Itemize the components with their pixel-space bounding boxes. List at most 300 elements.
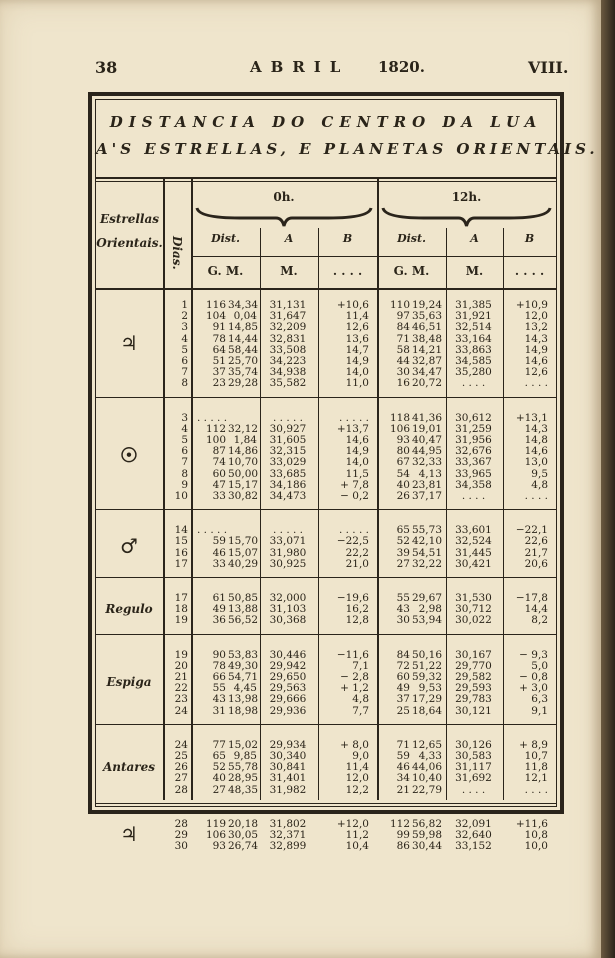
cell: 19,01: [411, 422, 442, 435]
header-b-0h: B: [342, 232, 353, 245]
cell: +10,6: [336, 299, 369, 311]
brace-0h: [195, 206, 373, 228]
group-2-col-3: [262, 525, 314, 570]
group-0-col-2: [228, 300, 257, 390]
group-2-col-7: [448, 525, 499, 570]
cell: 14,6: [524, 445, 548, 458]
cell: 11,5: [345, 467, 369, 480]
group-0-col-7: [448, 300, 499, 390]
cell: 31,385: [455, 299, 492, 311]
cell: 12,8: [345, 614, 369, 627]
cell: 32,12: [228, 422, 259, 435]
cell: 71: [396, 332, 410, 345]
cell: 21,0: [345, 557, 369, 570]
cell: 9,5: [531, 467, 548, 480]
group-label-3: Regulo: [105, 601, 153, 616]
cell: 19,24: [411, 299, 442, 311]
cell: 61: [212, 592, 226, 604]
cell: 30,05: [228, 828, 259, 841]
cell: 21: [396, 783, 410, 796]
cell: 11,0: [345, 377, 369, 390]
cell: 32,676: [455, 445, 492, 458]
cell: . . . .: [524, 489, 548, 502]
cell: 14,6: [524, 354, 548, 367]
header-gm-12h: G. M.: [393, 264, 430, 278]
cell: 106: [389, 422, 410, 435]
cell: 49,30: [228, 659, 259, 672]
cell: − 2,8: [340, 670, 369, 683]
rule-col-a0: [260, 228, 261, 800]
cell: 4: [181, 422, 188, 435]
cell: 44,06: [411, 761, 442, 774]
cell: 24: [174, 704, 188, 717]
cell: 46,51: [411, 321, 442, 334]
cell: + 8,0: [340, 738, 369, 751]
cell: 25,70: [228, 354, 259, 367]
cell: + 3,0: [519, 682, 548, 695]
cell: + 8,9: [519, 738, 548, 751]
cell: 9,85: [233, 749, 257, 762]
cell: 7: [181, 366, 188, 379]
cell: 23,81: [411, 478, 442, 491]
cell: 34,47: [411, 366, 442, 379]
group-symbol-0: ♃: [120, 330, 138, 355]
cell: 54,71: [228, 670, 259, 683]
group-6-col-7: [448, 819, 499, 853]
cell: 54: [396, 467, 410, 480]
cell: 31,103: [269, 603, 307, 616]
group-1-col-1: [197, 413, 226, 503]
cell: 37,17: [411, 489, 442, 502]
cell: 18,98: [228, 704, 259, 717]
cell: 30: [174, 840, 188, 853]
cell: 29,67: [411, 592, 442, 604]
cell: 93: [212, 840, 226, 853]
cell: 31,530: [455, 592, 492, 604]
cell: 21: [174, 670, 188, 683]
cell: 14,4: [524, 603, 548, 616]
cell: 14,8: [524, 433, 548, 446]
group-separator-4: [96, 724, 556, 725]
group-3-col-1: [197, 593, 226, 627]
cell: 21,7: [524, 546, 548, 559]
group-symbol-2: ♂: [120, 533, 138, 558]
cell: . . . . .: [197, 411, 228, 424]
cell: 40: [396, 478, 410, 491]
group-1-col-7: [448, 413, 499, 503]
cell: 55: [212, 682, 226, 695]
cell: 27: [174, 772, 188, 785]
cell: 30: [396, 366, 410, 379]
cell: 36: [212, 614, 226, 627]
group-4-col-5: [383, 650, 410, 717]
cell: 31,956: [455, 433, 492, 446]
rule-header-top-thin: [96, 181, 556, 182]
cell: 40,29: [228, 557, 259, 570]
group-label-4: Espiga: [106, 675, 152, 690]
cell: 32,524: [455, 535, 492, 548]
group-3-col-7: [448, 593, 499, 627]
cell: 1: [181, 299, 188, 311]
header-dots-0h: . . . .: [332, 264, 363, 278]
rule-subheader: [191, 256, 556, 257]
cell: 13,2: [524, 321, 548, 334]
cell: 17,29: [411, 693, 442, 706]
cell: 31,692: [455, 772, 492, 785]
cell: 31,131: [269, 299, 307, 311]
cell: 6: [181, 445, 188, 458]
cell: − 0,2: [340, 489, 369, 502]
cell: 13,98: [228, 693, 259, 706]
cell: 18: [174, 603, 188, 616]
cell: 97: [396, 310, 410, 323]
cell: 26: [396, 489, 410, 502]
cell: 7: [181, 456, 188, 469]
cell: 40: [212, 772, 226, 785]
cell: 27: [212, 783, 226, 796]
cell: 12,6: [524, 366, 548, 379]
cell: 34,358: [455, 478, 492, 491]
cell: 84: [396, 321, 410, 334]
cell: 11,4: [345, 761, 369, 774]
cell: 12,0: [524, 310, 548, 323]
group-4-col-6: [411, 650, 442, 717]
cell: 4,13: [418, 467, 442, 480]
cell: 30,612: [455, 411, 492, 424]
cell: 29,582: [455, 670, 492, 683]
group-separator-1: [96, 509, 556, 510]
cell: 112: [389, 817, 410, 830]
cell: 11,4: [345, 310, 369, 323]
cell: 38,48: [411, 332, 442, 345]
cell: 65: [212, 749, 226, 762]
group-symbol-1: ☉: [120, 443, 138, 468]
header-dots-12h: . . . .: [514, 264, 545, 278]
group-6-col-4: [321, 819, 369, 853]
cell: 33,685: [269, 467, 307, 480]
cell: 30,44: [411, 840, 442, 853]
cell: 112: [205, 422, 226, 435]
group-6-col-1: [197, 819, 226, 853]
cell: 19: [174, 614, 188, 627]
cell: 12,6: [345, 321, 369, 334]
cell: 11,8: [524, 761, 548, 774]
cell: 11,2: [345, 828, 369, 841]
cell: 6: [181, 354, 188, 367]
cell: 47: [212, 478, 226, 491]
cell: 15,07: [228, 546, 259, 559]
cell: 30,446: [269, 648, 307, 661]
rule-col-a12: [446, 228, 447, 800]
cell: 5: [181, 433, 188, 446]
cell: 77: [212, 738, 226, 751]
cell: 106: [205, 828, 226, 841]
cell: 29: [174, 828, 188, 841]
cell: 18,64: [411, 704, 442, 717]
cell: 14,6: [345, 433, 369, 446]
cell: . . . .: [461, 377, 486, 390]
cell: 26,74: [228, 840, 259, 853]
group-2-col-1: [197, 525, 226, 570]
cell: 5,0: [531, 659, 548, 672]
cell: 22,2: [345, 546, 369, 559]
cell: 37: [396, 693, 410, 706]
header-m-0h: M.: [280, 264, 298, 278]
cell: 29,28: [228, 377, 259, 390]
group-2-col-5: [383, 525, 410, 570]
cell: 32,33: [411, 456, 442, 469]
cell: 34,34: [228, 299, 259, 311]
cell: 20: [174, 659, 188, 672]
group-2-col-6: [411, 525, 442, 570]
cell: 6,3: [531, 693, 548, 706]
group-5-col-6: [411, 740, 442, 796]
group-0-col-0: [165, 300, 188, 390]
header-estrellas: Estrellas: [99, 212, 160, 226]
cell: 14,3: [524, 422, 548, 435]
cell: 14: [174, 524, 188, 537]
group-3-col-4: [321, 593, 369, 627]
cell: . . . . .: [338, 524, 369, 537]
table-title-line2: A'S ESTRELLAS, E PLANETAS ORIENTAIS.: [96, 140, 599, 158]
group-0-col-1: [197, 300, 226, 390]
group-5-col-4: [321, 740, 369, 796]
header-m-12h: M.: [465, 264, 484, 278]
cell: 31,605: [269, 433, 307, 446]
cell: 16,2: [345, 603, 369, 616]
cell: 30,121: [455, 704, 492, 717]
cell: 44: [396, 354, 410, 367]
cell: 71: [396, 738, 410, 751]
cell: 59,32: [411, 670, 442, 683]
cell: 12,1: [524, 772, 548, 785]
cell: 28: [174, 783, 188, 796]
cell: 86: [396, 840, 410, 853]
cell: 33,164: [455, 332, 492, 345]
group-1-col-2: [228, 413, 257, 503]
group-3-col-3: [262, 593, 314, 627]
cell: 13,6: [345, 332, 369, 345]
cell: 4,8: [352, 693, 369, 706]
cell: 20,18: [228, 817, 259, 830]
cell: 43: [212, 693, 226, 706]
group-3-col-5: [383, 593, 410, 627]
header-gm-0h: G. M.: [207, 264, 244, 278]
group-2-col-8: [506, 525, 548, 570]
cell: 4,45: [233, 682, 257, 695]
cell: 35,74: [228, 366, 259, 379]
cell: 10,40: [411, 772, 442, 785]
cell: 8: [181, 377, 188, 390]
cell: . . . .: [524, 783, 548, 796]
cell: 32,209: [269, 321, 307, 334]
cell: 14,9: [524, 343, 548, 356]
cell: 31,647: [269, 310, 307, 323]
cell: 32,000: [269, 592, 307, 604]
group-label-5: Antares: [102, 759, 156, 774]
cell: 90: [212, 648, 226, 661]
cell: 30,927: [269, 422, 307, 435]
group-1-col-4: [321, 413, 369, 503]
cell: − 9,3: [519, 648, 548, 661]
cell: . . . . .: [272, 524, 304, 537]
group-5-col-2: [228, 740, 257, 796]
cell: 30,583: [455, 749, 492, 762]
cell: 35,582: [269, 377, 307, 390]
group-0-col-6: [411, 300, 442, 390]
cell: 29,942: [269, 659, 307, 672]
group-0-col-8: [506, 300, 548, 390]
cell: . . . .: [461, 783, 486, 796]
cell: 30,82: [228, 489, 259, 502]
group-5-col-7: [448, 740, 499, 796]
cell: 9,53: [418, 682, 442, 695]
cell: + 7,8: [340, 478, 369, 491]
cell: +11,6: [515, 817, 548, 830]
cell: 33,367: [455, 456, 492, 469]
cell: 34,186: [269, 478, 307, 491]
cell: 28,95: [228, 772, 259, 785]
cell: 30,712: [455, 603, 492, 616]
cell: 42,10: [411, 535, 442, 548]
cell: 2,98: [418, 603, 442, 616]
cell: 20,72: [411, 377, 442, 390]
cell: 31: [212, 704, 226, 717]
cell: 51,22: [411, 659, 442, 672]
cell: 32,899: [269, 840, 307, 853]
cell: 53,83: [228, 648, 259, 661]
section-number: VIII.: [528, 58, 569, 77]
cell: 12,0: [345, 772, 369, 785]
cell: 16: [174, 546, 188, 559]
group-6-col-2: [228, 819, 257, 853]
cell: 23: [212, 377, 226, 390]
rule-col-b12: [503, 228, 504, 800]
cell: 24: [174, 738, 188, 751]
group-5-col-1: [197, 740, 226, 796]
cell: 27: [396, 557, 410, 570]
cell: 30,368: [269, 614, 307, 627]
cell: 48,35: [228, 783, 259, 796]
cell: 14,44: [228, 332, 259, 345]
cell: 29,563: [269, 682, 307, 695]
cell: 54,51: [411, 546, 442, 559]
cell: 29,936: [269, 704, 307, 717]
cell: − 0,8: [519, 670, 548, 683]
cell: 14,7: [345, 343, 369, 356]
running-header: [0, 56, 601, 82]
cell: 119: [205, 817, 226, 830]
header-a-0h: A: [284, 232, 294, 245]
cell: 43: [396, 603, 410, 616]
cell: 32,831: [269, 332, 307, 345]
cell: 30: [396, 614, 410, 627]
cell: +13,1: [515, 411, 548, 424]
cell: 22: [174, 682, 188, 695]
cell: 59,98: [411, 828, 442, 841]
cell: 46: [396, 761, 410, 774]
group-separator-2: [96, 577, 556, 578]
cell: 30,340: [269, 749, 307, 762]
cell: 40,47: [411, 433, 442, 446]
cell: 52: [212, 761, 226, 774]
cell: 7,7: [352, 704, 369, 717]
header-time-12h: 12h.: [451, 190, 482, 204]
cell: 50,00: [228, 467, 259, 480]
group-4-col-4: [321, 650, 369, 717]
cell: 10,7: [524, 749, 548, 762]
cell: 33: [212, 489, 226, 502]
cell: 13,0: [524, 456, 548, 469]
cell: 2: [181, 310, 188, 323]
cell: 32,514: [455, 321, 492, 334]
cell: 14,0: [345, 366, 369, 379]
cell: 14,3: [524, 332, 548, 345]
cell: 37: [212, 366, 226, 379]
cell: 14,21: [411, 343, 442, 356]
cell: 39: [396, 546, 410, 559]
rule-header-top: [96, 177, 556, 179]
cell: 10,8: [524, 828, 548, 841]
cell: +12,0: [336, 817, 369, 830]
cell: + 1,2: [340, 682, 369, 695]
group-4-col-0: [165, 650, 188, 717]
group-separator-0: [96, 397, 556, 398]
cell: 29,934: [269, 738, 307, 751]
cell: 5: [181, 343, 188, 356]
cell: 53,94: [411, 614, 442, 627]
cell: 46: [212, 546, 226, 559]
cell: −22,5: [336, 535, 369, 548]
group-3-col-8: [506, 593, 548, 627]
cell: 51: [212, 354, 226, 367]
cell: 80: [396, 445, 410, 458]
cell: 29,783: [455, 693, 492, 706]
cell: 8: [181, 467, 188, 480]
cell: 16: [396, 377, 410, 390]
cell: 17: [174, 557, 188, 570]
cell: 55,73: [411, 524, 442, 537]
cell: 67: [396, 456, 410, 469]
cell: 99: [396, 828, 410, 841]
cell: 56,52: [228, 614, 259, 627]
cell: 87: [212, 445, 226, 458]
cell: 104: [205, 310, 226, 323]
cell: 22,79: [411, 783, 442, 796]
cell: 33,029: [269, 456, 307, 469]
rule-col-b0: [318, 228, 319, 800]
cell: 44,95: [411, 445, 442, 458]
cell: 4,33: [418, 749, 442, 762]
cell: −19,6: [336, 592, 369, 604]
cell: 26: [174, 761, 188, 774]
cell: 50,85: [228, 592, 259, 604]
group-5-col-0: [165, 740, 188, 796]
header-b-12h: B: [524, 232, 535, 245]
cell: 17: [174, 592, 188, 604]
cell: 3: [181, 321, 188, 334]
cell: 32,371: [269, 828, 307, 841]
cell: 9: [181, 478, 188, 491]
cell: 10,0: [524, 840, 548, 853]
cell: 4: [181, 332, 188, 345]
cell: 35,280: [455, 366, 492, 379]
year: 1820.: [378, 58, 425, 76]
group-6-col-8: [506, 819, 548, 853]
cell: 91: [212, 321, 226, 334]
cell: 14,0: [345, 456, 369, 469]
cell: 15,70: [228, 535, 259, 548]
